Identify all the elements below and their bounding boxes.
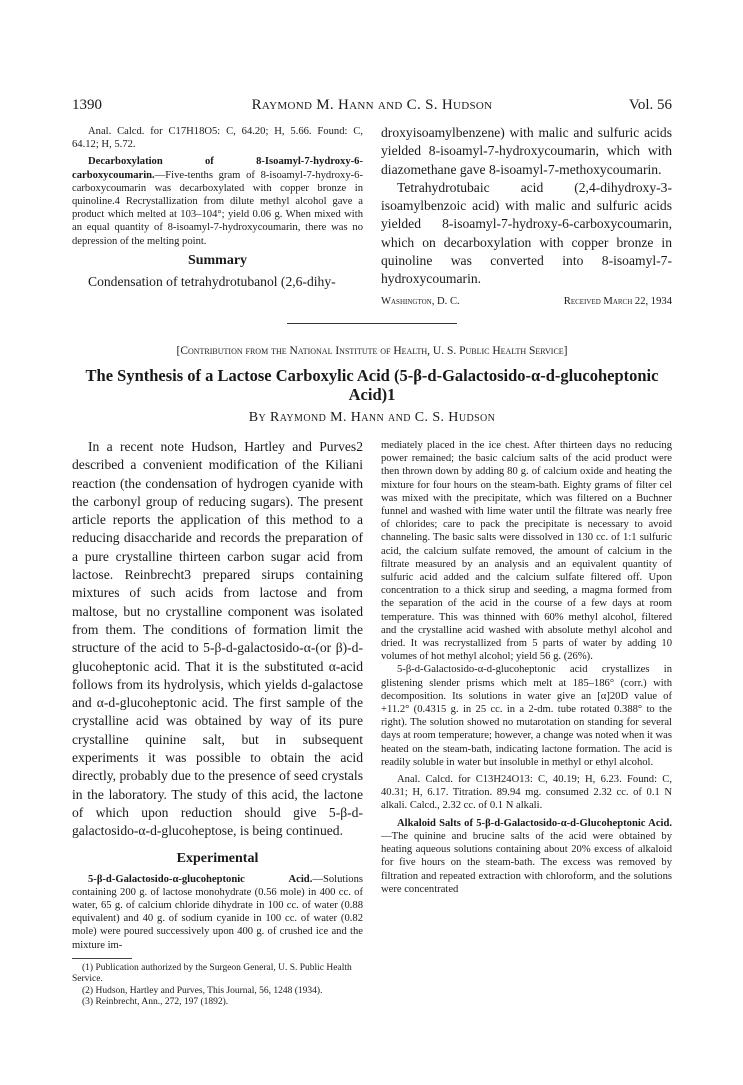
intro-paragraph: In a recent note Hudson, Hartley and Purves2 described a convenient modification of the Kiliani reaction (the condensation of hydrogen cyanide with the carbonyl group of reducing sugars). The present article reports the application of this method to a reducing disaccharide and records the preparation of a pure crystalline thirteen carbon sugar acid from lactose. Reinbrecht3 prepared sirups containing mixtures of such acids from lactose and from maltose, but no crystalline component was isolated from them. The conditions of formation limit the structure of the acid to 5-β-d-galactosido-α-(or β)-d-glucoheptonic acid. That it is the substituted α-acid follows from its hydrolysis, which yields d-galactose and α-d-glucoheptonic acid. The first sample of the crystalline acid was obtained by way of its pure crystalline quinine salt, but in subsequent experiments it was possible to obtain the acid directly, probably due to the presence of seed crystals in the laboratory. The study of this acid, the lactone of which upon reduction should give 5-β-d-galactosido-α-d-glucoheptose, is being continued.: [72, 439, 363, 839]
experimental-heading: Experimental: [176, 850, 259, 866]
article-title: The Synthesis of a Lactose Carboxylic Acid (5-β-d-Galactosido-α-d-glucoheptonic Acid)1: [85, 366, 659, 404]
received-date: Received March 22, 1934: [563, 295, 672, 307]
right-analysis: Anal. Calcd. for C13H24O13: C, 40.19; H, 6.23. Found: C, 40.31; H, 6.17. Titration. 89.94 mg. consumed 2.32 cc. of 0.1 N alkali. Calcd., 2.32 cc. of 0.1 N alkali.: [381, 774, 672, 812]
prev-article-right-column: [381, 124, 672, 311]
prev-analysis: Anal. Calcd. for C17H18O5: C, 64.20; H, 5.66. Found: C, 64.12; H, 5.72.: [72, 126, 363, 151]
summary-start: Condensation of tetrahydrotubanol (2,6-dihy-: [88, 274, 336, 290]
article-right-column: [381, 439, 672, 896]
alkaloid-text: —The quinine and brucine salts of the acid were obtained by heating aqueous solutions containing about 20% excess of alkaloid for five hours on the steam-bath. The excess was removed by filtration and repeated extraction with chloroform, and the solutions were concentrated: [381, 830, 672, 895]
footnote-1: (1) Publication authorized by the Surgeon General, U. S. Public Health Service.: [72, 962, 352, 985]
footnotes: [72, 963, 363, 1009]
footnote-3: (3) Reinbrecht, Ann., 272, 197 (1892).: [82, 997, 229, 1008]
byline: By Raymond M. Hann and C. S. Hudson: [248, 410, 496, 425]
decarboxylation-paragraph: [72, 155, 363, 247]
running-title: Raymond M. Hann and C. S. Hudson: [251, 97, 493, 113]
volume-label: Vol. 56: [628, 97, 672, 113]
section-divider: [287, 323, 457, 324]
right-paragraph-1: mediately placed in the ice chest. After thirteen days no reducing power remained; the basic calcium salts of the acid product were then thrown down by adding 80 g. of calcium oxide and heating the mixture for four hours on the steam-bath. Eighty grams of filter cel was mixed with the precipitate, which was filtered on a Buchner funnel and washed with lime water until the filtrate was nearly free of chlorides; care to pack the precipitate is necessary to avoid channeling. The basic salts were dissolved in 130 cc. of 1:1 sulfuric acid, the calcium sulfate removed, the amount of calcium in the filtrate measured by an analysis and an equivalent quantity of sulfuric acid added and the calcium sulfate filtered off. Upon concentration to a thick sirup and seeding, a magma formed from the separation of the acid in the course of a few days at room temperature. This was thinned with 60% methyl alcohol, filtered and the crystalline acid washed with absolute methyl alcohol and dried. It was recrystallized from 5 parts of water by adding 10 volumes of hot methyl alcohol; yield 56 g. (26%).: [381, 440, 672, 663]
prev-article-left-column: [72, 125, 363, 291]
summary-heading: Summary: [187, 252, 248, 268]
alkaloid-title: Alkaloid Salts of 5-β-d-Galactosido-α-d-Glucoheptonic Acid.: [397, 817, 672, 829]
experimental-paragraph: [72, 873, 363, 952]
page-number: 1390: [72, 97, 102, 113]
summary-continued: droxyisoamylbenzene) with malic and sulfuric acids yielded 8-isoamyl-7-hydroxycoumarin, which with diazomethane gave 8-isoamyl-7-methoxycoumarin.: [381, 125, 672, 177]
footnote-rule: [72, 958, 132, 959]
alkaloid-paragraph: [381, 817, 672, 896]
experimental-title: 5-β-d-Galactosido-α-glucoheptonic Acid.: [88, 873, 313, 885]
experimental-text: —Solutions containing 200 g. of lactose monohydrate (0.56 mole) in 400 cc. of water, 65 g. of calcium chloride dihydrate in 100 cc. of water (0.88 equivalent) and 40 g. of sodium cyanide in 100 cc. of water (0.82 mole) were poured successively upon 400 g. of crushed ice and the mixture im-: [72, 873, 363, 951]
page-header: [72, 97, 672, 117]
contribution-note: [Contribution from the National Institute of Health, U. S. Public Health Service]: [176, 345, 568, 357]
summary-paragraph-2: Tetrahydrotubaic acid (2,4-dihydroxy-3-isoamylbenzoic acid) with malic and sulfuric acids yielded 8-isoamyl-7-hydroxy-6-carboxycoumarin, which on decarboxylation with copper bronze in quinoline was converted into 8-isoamyl-7-hydroxycoumarin.: [381, 179, 672, 287]
location: Washington, D. C.: [381, 295, 460, 307]
right-paragraph-2: 5-β-d-Galactosido-α-d-glucoheptonic acid crystallizes in glistening slender prisms which melt at 185–186° (corr.) with decomposition. Its solutions in water give an [α]20D value of +11.2° (0.4315 g. in 25 cc. in a 2-dm. tube rotated 0.388° to the right). The solution showed no mutarotation on standing for several days at room temperature; however, a change was noted when it was heated on the steam-bath, indicating lactone formation. The acid is readily soluble in water but insoluble in methyl or ethyl alcohol.: [381, 664, 672, 768]
signature-line: [381, 293, 672, 311]
decarboxylation-text: —Five-tenths gram of 8-isoamyl-7-hydroxy-6-carboxycoumarin was decarboxylated with copper bronze in quinoline.4 Recrystallization from dilute methyl alcohol gave a product which melted at 103–104°; yield 0.06 g. When mixed with an equal quantity of 8-isoamyl-7-hydroxycoumarin, there was no depression of the melting point.: [72, 169, 363, 247]
article-left-column: [72, 438, 363, 1009]
decarboxylation-title: Decarboxylation of 8-Isoamyl-7-hydroxy-6-carboxycoumarin.: [72, 156, 363, 181]
footnote-2: (2) Hudson, Hartley and Purves, This Journal, 56, 1248 (1934).: [82, 985, 323, 996]
